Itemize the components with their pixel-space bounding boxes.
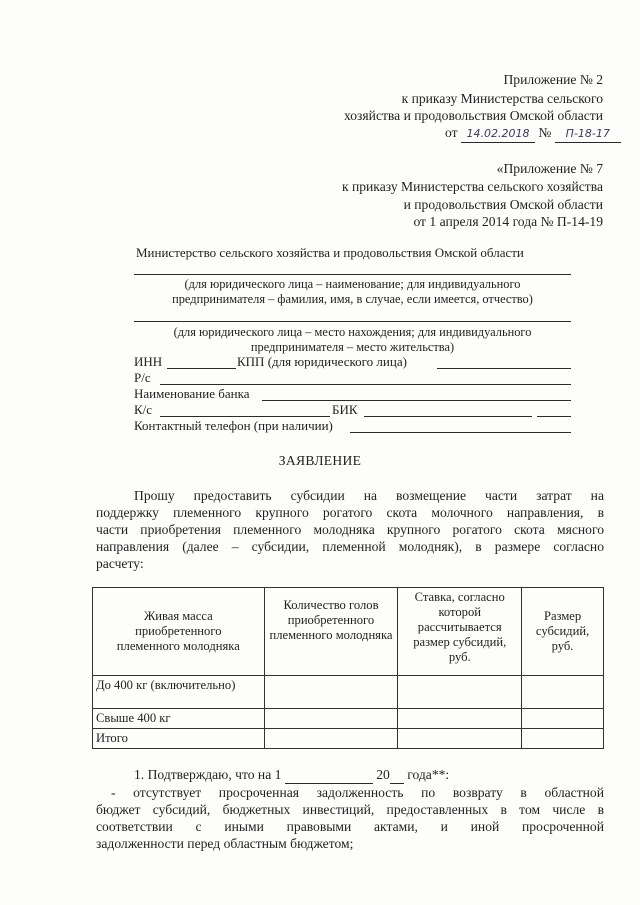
applicant-address-line: [134, 321, 571, 322]
row-label: Итого: [93, 729, 265, 749]
bank-field: [262, 400, 571, 401]
appendix2-line2: к приказу Министерства сельского: [401, 91, 603, 106]
appendix2-date-line: [445, 124, 621, 143]
header-subsidy-amount: Размер субсидий, руб.: [522, 588, 604, 676]
cell-input[interactable]: [264, 676, 398, 709]
bank-label: Наименование банка: [134, 386, 250, 401]
row-label: Свыше 400 кг: [93, 709, 265, 729]
applicant-name-line: [134, 274, 571, 275]
rs-label: Р/с: [134, 370, 151, 385]
cell-input[interactable]: [398, 676, 522, 709]
bik-field: [364, 416, 532, 417]
confirm-line-1: - отсутствует просроченная задолженность по возврату в областной: [111, 785, 604, 800]
kpp-label: КПП (для юридического лица): [237, 354, 407, 369]
request-line-1: Прошу предоставить субсидии на возмещение части затрат на: [134, 488, 604, 503]
cell-input[interactable]: [522, 729, 604, 749]
cell-input[interactable]: [522, 676, 604, 709]
year-blank[interactable]: [390, 766, 404, 784]
request-line-2: поддержку племенного крупного рогатого скота молочного направления, в: [96, 505, 604, 520]
number-field: [555, 124, 621, 143]
ks-label: К/с: [134, 402, 153, 417]
confirm-lead: 1. Подтверждаю, что на 1: [134, 767, 282, 782]
address-hint-1: (для юридического лица – место нахождения; для индивидуального: [173, 325, 532, 339]
inn-label: ИНН: [134, 354, 163, 369]
bik-field-extra: [537, 416, 571, 417]
request-line-3: части приобретения племенного молодняка крупного рогатого скота мясного: [96, 522, 604, 537]
request-line-4: направления (далее – субсидии, племенной молодняк), в размере согласно: [96, 539, 604, 554]
cell-input[interactable]: [522, 709, 604, 729]
appendix7-line4: от 1 апреля 2014 года № П-14-19: [413, 214, 603, 229]
table-row: [93, 676, 604, 709]
phone-label: Контактный телефон (при наличии): [134, 418, 333, 433]
table-row: [93, 729, 604, 749]
header-rate: Ставка, согласно которой рассчитывается размер субсидий, руб.: [398, 588, 522, 676]
ks-field: [160, 416, 330, 417]
table-row: [93, 709, 604, 729]
name-hint-1: (для юридического лица – наименование; для индивидуального: [184, 277, 521, 291]
header-live-weight: Живая масса приобретенного племенного молодняка: [93, 588, 265, 676]
name-hint-2: предпринимателя – фамилия, имя, в случае, если имеется, отчество): [172, 292, 533, 306]
cell-input[interactable]: [264, 709, 398, 729]
confirm-line-2: бюджет субсидий, бюджетных инвестиций, предоставленных в том числе в: [96, 802, 604, 817]
cell-input[interactable]: [398, 709, 522, 729]
appendix7-line3: и продовольствия Омской области: [403, 197, 603, 212]
date-handwritten: 14.02.2018: [466, 127, 530, 140]
appendix7-title: «Приложение № 7: [496, 161, 603, 176]
address-hint-2: предпринимателя – место жительства): [250, 340, 455, 354]
recipient: Министерство сельского хозяйства и продовольствия Омской области: [136, 245, 524, 260]
table-header-row: [93, 588, 604, 676]
row-label: До 400 кг (включительно): [93, 676, 265, 709]
confirm-line-4: задолженности перед областным бюджетом;: [96, 836, 354, 851]
confirm-year: 20: [376, 767, 390, 782]
kpp-field: [437, 368, 571, 369]
request-line-5: расчету:: [96, 556, 144, 571]
cell-input[interactable]: [264, 729, 398, 749]
confirm-line-3: соответствии с иными правовыми актами, и иной просроченной: [96, 819, 604, 834]
number-prefix: №: [538, 125, 552, 140]
date-field: [461, 124, 535, 143]
bik-label: БИК: [332, 402, 358, 417]
appendix2-line3: хозяйства и продовольствия Омской области: [343, 108, 603, 123]
date-prefix: от: [445, 125, 458, 140]
document-heading: ЗАЯВЛЕНИЕ: [278, 453, 362, 468]
phone-field: [350, 432, 571, 433]
confirm-lead-line: [134, 766, 449, 784]
calculation-table: [92, 587, 604, 749]
cell-input[interactable]: [398, 729, 522, 749]
rs-field: [160, 384, 571, 385]
number-handwritten: П-18-17: [565, 127, 610, 140]
date-blank[interactable]: [285, 766, 373, 784]
appendix7-line2: к приказу Министерства сельского хозяйства: [341, 179, 603, 194]
inn-field: [167, 368, 236, 369]
header-head-count: Количество голов приобретенного племенного молодняка: [264, 588, 398, 676]
appendix2-title: Приложение № 2: [503, 72, 603, 87]
confirm-suffix: года**:: [407, 767, 450, 782]
